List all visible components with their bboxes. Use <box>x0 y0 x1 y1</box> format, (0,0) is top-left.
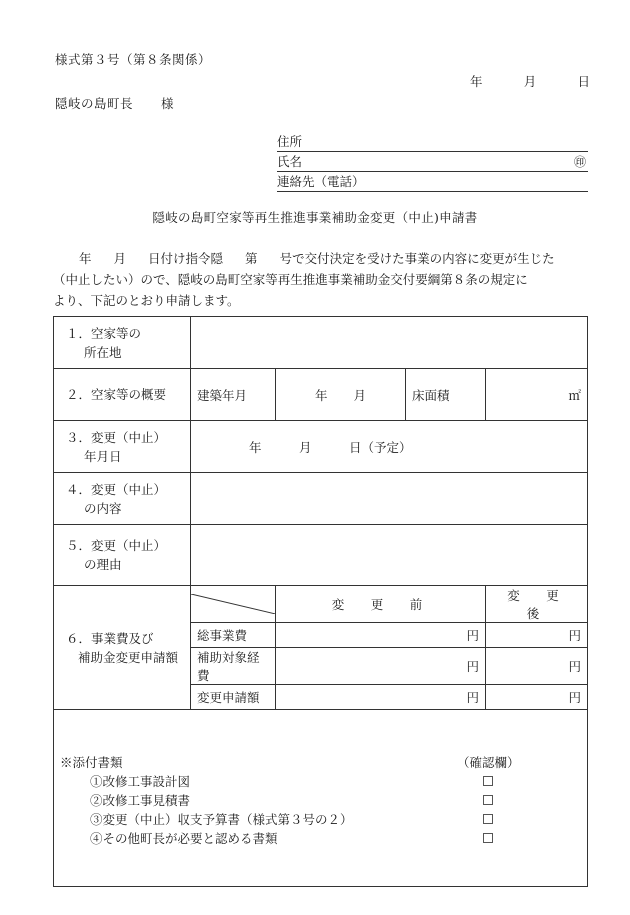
body-paragraph <box>53 248 590 311</box>
row6-item-1-before-unit: 円 <box>466 659 479 674</box>
body-number-label: 第 <box>245 251 258 266</box>
attachments-header <box>60 753 581 772</box>
row3-label <box>54 421 191 473</box>
attachment-item <box>60 829 581 848</box>
body-order-label: 日付け指令隠 <box>148 251 224 266</box>
page-title: 隠岐の島町空家等再生推進事業補助金変更（中止)申請書 <box>152 210 478 225</box>
body-line-2: （中止したい）ので、隠岐の島町空家等再生推進事業補助金交付要綱第８条の規定に <box>53 272 528 287</box>
row3-label-line1: ３．変更（中止） <box>66 429 167 445</box>
row6-label-line1: ６．事業費及び <box>66 630 154 646</box>
form-number: 様式第３号（第８条関係） <box>55 52 212 67</box>
row6-item-1-before[interactable] <box>276 648 486 685</box>
attachment-item <box>60 772 581 791</box>
row6-col-before: 変 更 前 <box>276 586 486 623</box>
seal-icon: ㊞ <box>573 155 586 169</box>
applicant-contact-row[interactable] <box>277 172 588 192</box>
attachment-item-label: ①改修工事設計図 <box>90 773 191 789</box>
row6-label <box>54 586 191 710</box>
row6-item-2-before[interactable] <box>276 685 486 710</box>
date-month-label: 月 <box>523 74 537 89</box>
body-month-label: 月 <box>113 251 127 266</box>
row3-value[interactable]: 年 月 日（予定） <box>191 421 588 473</box>
applicant-address-row[interactable] <box>277 132 588 152</box>
body-year-label: 年 <box>79 251 92 266</box>
body-line-3: より、下記のとおり申請します。 <box>53 293 240 308</box>
table-row-change-content <box>54 473 588 525</box>
attachments-list <box>60 772 581 848</box>
row4-label <box>54 473 191 525</box>
row5-label-line2: の理由 <box>84 557 122 572</box>
table-row-change-date <box>54 421 588 473</box>
row6-item-2-after[interactable] <box>486 685 588 710</box>
row6-item-2-name: 変更申請額 <box>191 685 276 710</box>
row6-item-0-after[interactable] <box>486 623 588 648</box>
row2-month-label: 月 <box>353 387 367 403</box>
table-row-location <box>54 317 588 369</box>
addressee-name: 隠岐の島町長 <box>55 96 134 111</box>
attachment-item-label: ④その他町長が必要と認める書類 <box>90 830 278 846</box>
row5-label <box>54 525 191 586</box>
checkbox-icon[interactable] <box>483 814 493 824</box>
row1-label <box>54 317 191 369</box>
row5-label-line1: ５．変更（中止） <box>66 538 167 553</box>
row2-year-label: 年 <box>314 387 328 403</box>
row2-build-date[interactable] <box>276 369 406 421</box>
row4-value[interactable] <box>191 473 588 525</box>
row2-area-label: 床面積 <box>406 369 486 421</box>
table-row-attachments <box>54 710 588 887</box>
attachment-item-label: ③変更（中止）収支予算書（様式第３号の２） <box>90 811 353 827</box>
row1-label-line1: １．空家等の <box>66 325 142 341</box>
row6-item-2-after-unit: 円 <box>568 690 581 705</box>
row6-item-0-name: 総事業費 <box>191 623 276 648</box>
applicant-address-label: 住所 <box>277 134 303 149</box>
row4-label-line2: の内容 <box>84 500 122 516</box>
attachment-item <box>60 810 581 829</box>
checkbox-icon[interactable] <box>483 795 493 805</box>
application-table <box>53 316 588 887</box>
attachment-item-label: ②改修工事見積書 <box>90 792 191 808</box>
row2-label: ２．空家等の概要 <box>54 369 191 421</box>
row2-area-value[interactable] <box>486 369 588 421</box>
table-row-overview <box>54 369 588 421</box>
table-row-change-reason <box>54 525 588 586</box>
row4-label-line1: ４．変更（中止） <box>66 481 167 497</box>
applicant-contact-label: 連絡先（電話） <box>277 174 365 189</box>
table-row-cost-header <box>54 586 588 623</box>
body-line-1-tail: 号で交付決定を受けた事業の内容に変更が生じた <box>279 251 555 266</box>
row6-diagonal-cell <box>191 586 276 623</box>
attachments-confirm-column-label: （確認欄） <box>457 754 520 770</box>
row6-item-1-name: 補助対象経費 <box>191 648 276 685</box>
row6-col-after: 変 更 後 <box>486 586 588 623</box>
applicant-name-row[interactable] <box>277 152 588 172</box>
date-year-label: 年 <box>470 74 483 89</box>
row2-build-label: 建築年月 <box>191 369 276 421</box>
attachments-heading: ※添付書類 <box>60 754 123 770</box>
row6-item-0-before[interactable] <box>276 623 486 648</box>
row6-item-2-before-unit: 円 <box>466 690 479 705</box>
row6-label-line2: 補助金変更申請額 <box>78 649 179 665</box>
applicant-name-label: 氏名 <box>277 154 303 169</box>
row1-value[interactable] <box>191 317 588 369</box>
checkbox-icon[interactable] <box>483 833 493 843</box>
row1-label-line2: 所在地 <box>84 344 122 360</box>
addressee <box>55 94 174 112</box>
body-line-1 <box>53 248 590 269</box>
row6-item-0-before-unit: 円 <box>466 628 479 643</box>
row6-item-1-after-unit: 円 <box>568 659 581 674</box>
header-date-line <box>470 72 590 90</box>
checkbox-icon[interactable] <box>483 776 493 786</box>
applicant-block <box>277 132 588 192</box>
row6-item-0-after-unit: 円 <box>568 628 581 643</box>
attachments-cell <box>54 710 588 887</box>
attachment-item <box>60 791 581 810</box>
row2-area-unit: ㎡ <box>568 387 581 403</box>
row5-value[interactable] <box>191 525 588 586</box>
date-day-label: 日 <box>577 74 590 89</box>
row6-item-1-after[interactable] <box>486 648 588 685</box>
row3-label-line2: 年月日 <box>84 448 122 464</box>
addressee-honorific: 様 <box>161 96 175 111</box>
